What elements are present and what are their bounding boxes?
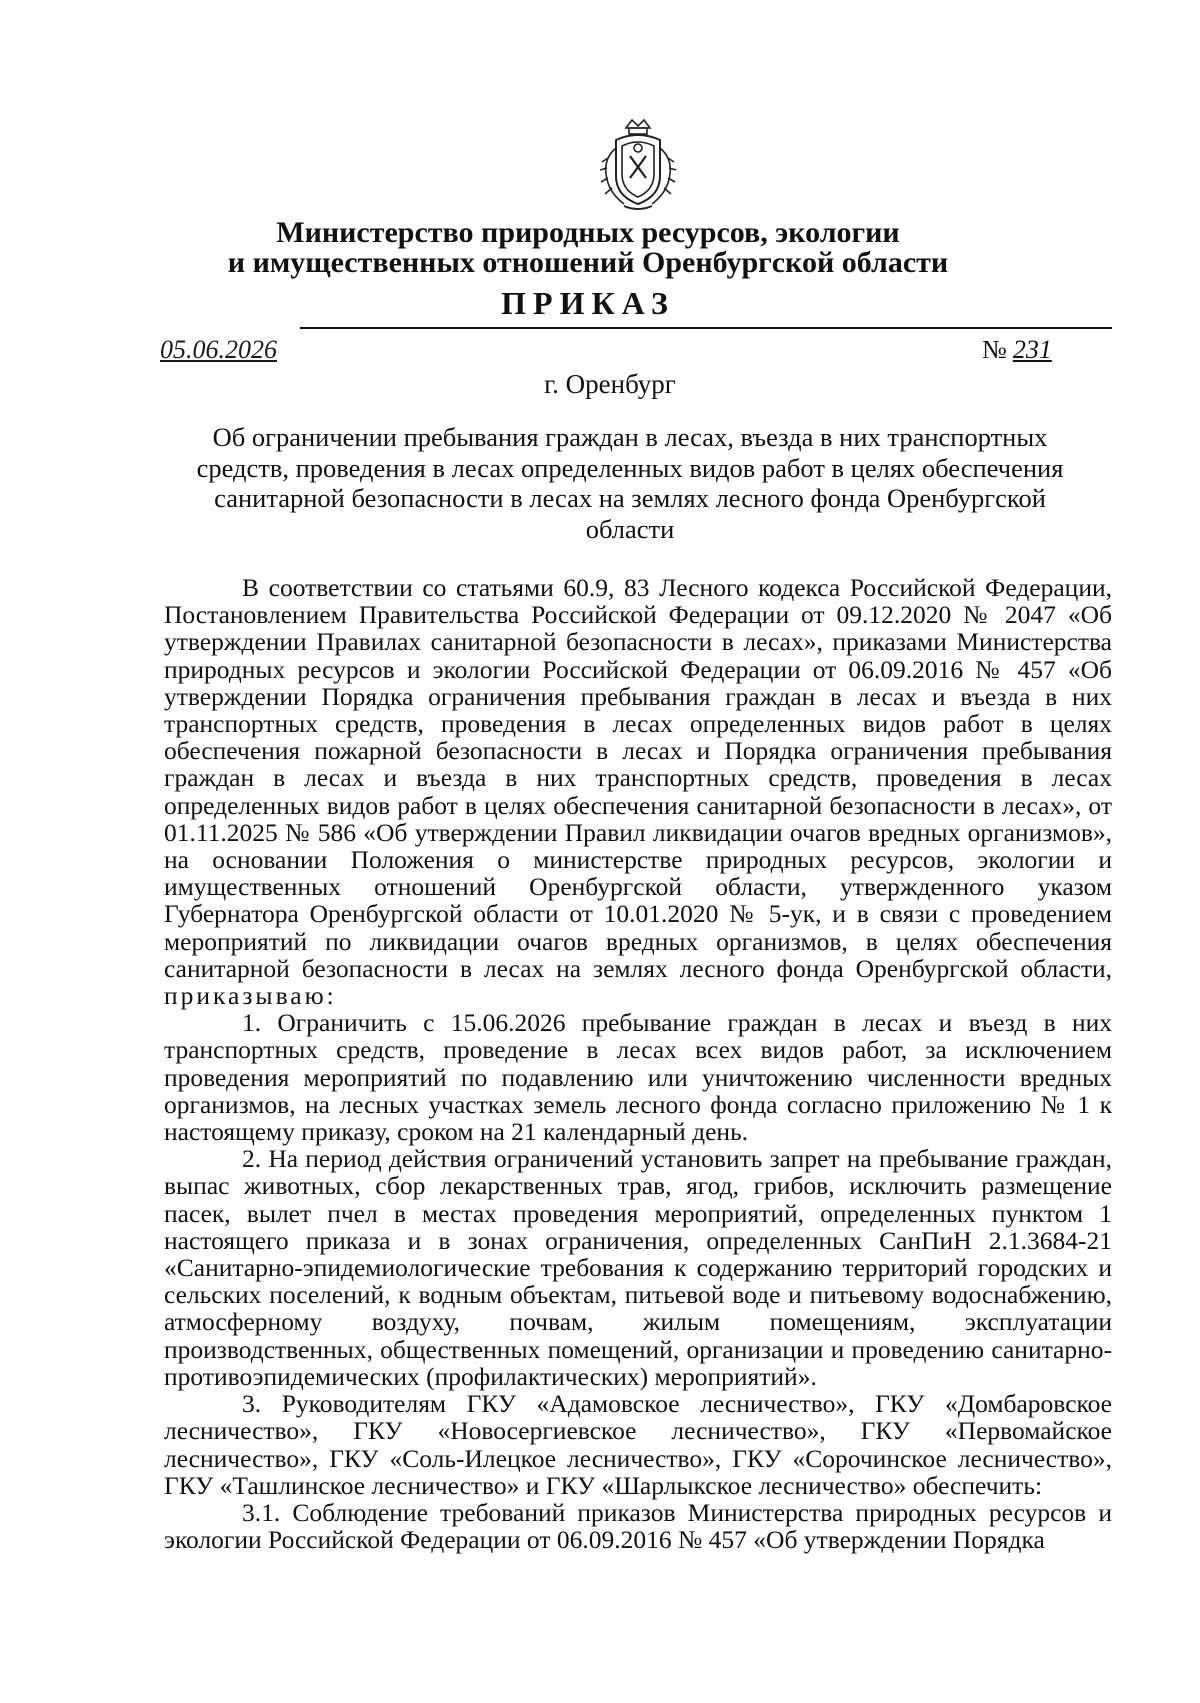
header-rule bbox=[300, 327, 1112, 329]
order-word: приказываю: bbox=[164, 981, 337, 1011]
order-subject: Об ограничении пребывания граждан в лесах, въезда в них транспортных средств, проведения в лесах определенных видов работ в целях обеспечения санитарной безопасности в лесах на землях лесного фонда Оренбургской области bbox=[196, 422, 1064, 544]
ministry-name-line1: Министерство природных ресурсов, экологии bbox=[276, 216, 900, 249]
order-number bbox=[982, 336, 1107, 366]
ministry-name-line2: и имущественных отношений Оренбургской области bbox=[227, 246, 949, 279]
number-value: 231 bbox=[1012, 335, 1052, 364]
item-3-1: 3.1. Соблюдение требований приказов Министерства природных ресурсов и экологии Российской Федерации от 06.09.2016 № 457 «Об утверждении Порядка bbox=[164, 1497, 1112, 1555]
order-date: 05.06.2026 bbox=[160, 335, 277, 364]
preamble-text: В соответствии со статьями 60.9, 83 Лесного кодекса Российской Федерации, Постановлением Правительства Российской Федерации от 09.12.2020 № 2047 «Об утверждении Правилах санитарной безопасности в лесах», приказами Министерства природных ресурсов и экологии Российской Федерации от 06.09.2016 № 457 «Об утверждении Порядка ограничения пребывания граждан в лесах и въезда в них транспортных средств, проведения в лесах определенных видов работ в целях обеспечения пожарной безопасности в лесах и Порядка ограничения пребывания граждан в лесах и въезда в них транспортных средств, проведения в лесах определенных видов работ в целях обеспечения санитарной безопасности в лесах», от 01.11.2025 № 586 «Об утверждении Правил ликвидации очагов вредных организмов», на основании Положения о министерстве природных ресурсов, экологии и имущественных отношений Оренбургской области, утвержденного указом Губернатора Оренбургской области от 10.01.2020 № 5-ук, и в связи с проведением мероприятий по ликвидации очагов вредных организмов, в целях обеспечения санитарной безопасности в лесах на землях лесного фонда Оренбургской области, bbox=[164, 573, 1112, 983]
item-1: 1. Ограничить с 15.06.2026 пребывание граждан в лесах и въезд в них транспортных средств, проведение в лесах всех видов работ, за исключением проведения мероприятий по подавлению или уничтожению численности вредных организмов, на лесных участках земель лесного фонда согласно приложению № 1 к настоящему приказу, сроком на 21 календарный день. bbox=[164, 1008, 1112, 1147]
document-type: ПРИКАЗ bbox=[501, 285, 675, 321]
item-3: 3. Руководителям ГКУ «Адамовское лесничество», ГКУ «Домбаровское лесничество», ГКУ «Новосергиевское лесничество», ГКУ «Первомайское лесничество», ГКУ «Соль-Илецкое лесничество», ГКУ «Сорочинское лесничество», ГКУ «Ташлинское лесничество» и ГКУ «Шарлыкское лесничество» обеспечить: bbox=[164, 1389, 1112, 1500]
item-2: 2. На период действия ограничений установить запрет на пребывание граждан, выпас животных, сбор лекарственных трав, ягод, грибов, исключить размещение пасек, вылет пчел в местах проведения мероприятий, определенных пунктом 1 настоящего приказа и в зонах ограничения, определенных СанПиН 2.1.3684-21 «Санитарно-эпидемиологические требования к содержанию территорий городских и сельских поселений, к водным объектам, питьевой воде и питьевому водоснабжению, атмосферному воздуху, почвам, жилым помещениям, эксплуатации производственных, общественных помещений, организации и проведению санитарно-противоэпидемических (профилактических) мероприятий». bbox=[164, 1144, 1112, 1391]
coat-of-arms-icon bbox=[596, 118, 680, 214]
order-body bbox=[164, 574, 1112, 1553]
city: г. Оренбург bbox=[544, 369, 676, 399]
number-prefix: № bbox=[982, 335, 1007, 364]
preamble-paragraph bbox=[164, 574, 1112, 1009]
